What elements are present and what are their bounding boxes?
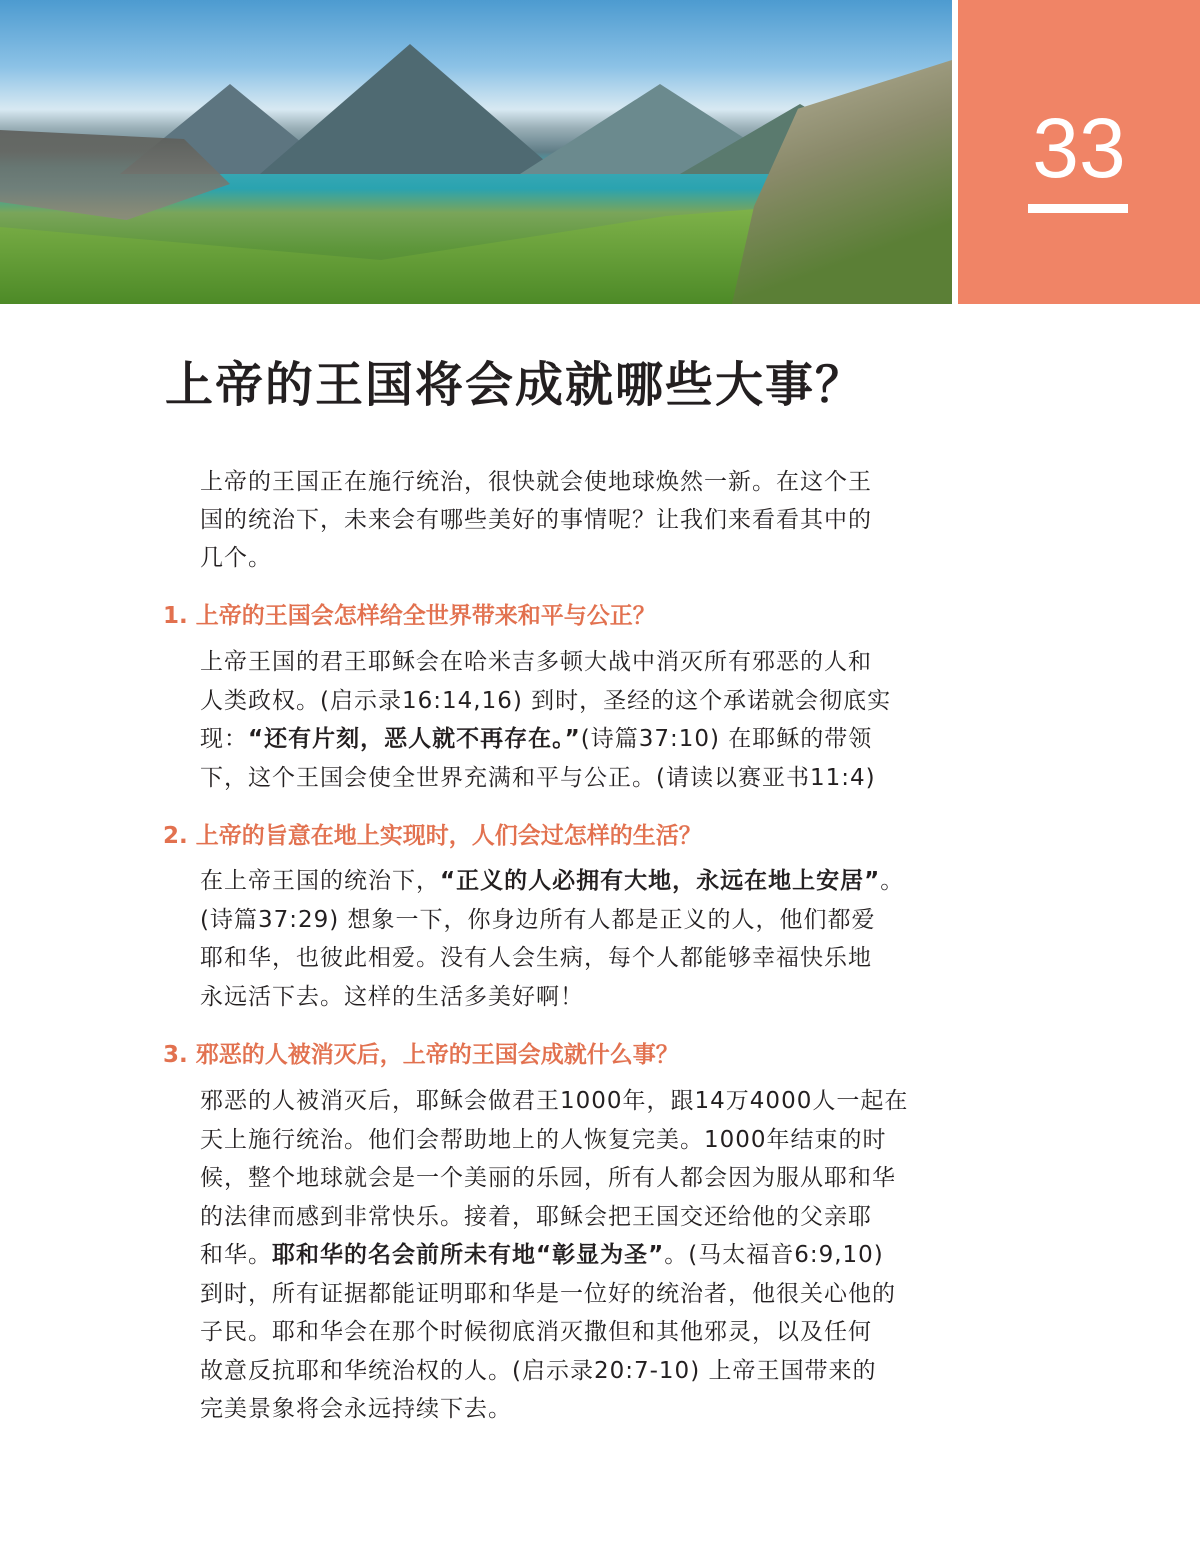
text-segment: 邪恶的人被消灭后，耶稣会做君王1000年，跟14万4000人一起在: [200, 1088, 909, 1114]
text-line: [200, 763, 876, 793]
text-segment: 永远活下去。这样的生活多美好啊！: [200, 983, 584, 1010]
question-heading: 1. 上帝的王国会怎样给全世界带来和平与公正？: [163, 603, 656, 629]
scripture-quote: “还有片刻，恶人就不再存在。”: [248, 726, 581, 752]
text-line: [200, 505, 872, 535]
text-segment: 天上施行统治。他们会帮助地上的人恢复完美。1000年结束的时: [200, 1126, 887, 1153]
text-segment: 完美景象将会永远持续下去。: [200, 1396, 512, 1422]
text-segment: 到时，所有证据都能证明耶和华是一位好的统治者，他很关心他的: [200, 1280, 896, 1307]
text-line: [200, 1356, 876, 1386]
text-line: [200, 1394, 512, 1424]
text-segment: 。(马太福音6:9,10): [664, 1242, 884, 1268]
text-line: [200, 905, 876, 935]
text-line: [200, 1279, 896, 1309]
lesson-number-underline: [1028, 204, 1128, 213]
text-segment: (诗篇37:29) 想象一下，你身边所有人都是正义的人，他们都爱: [200, 906, 876, 933]
text-line: [200, 724, 872, 754]
lesson-number: 33: [1032, 101, 1126, 195]
text-segment: 和华。: [200, 1242, 272, 1268]
text-segment: 候，整个地球就会是一个美丽的乐园，所有人都会因为服从耶和华: [200, 1165, 896, 1191]
text-line: [200, 982, 584, 1012]
text-segment: 下，这个王国会使全世界充满和平与公正。(请读以赛亚书11:4): [200, 764, 876, 791]
text-segment: 耶和华，也彼此相爱。没有人会生病，每个人都能够幸福快乐地: [200, 945, 872, 971]
text-segment: 子民。耶和华会在那个时候彻底消灭撒但和其他邪灵，以及任何: [200, 1319, 872, 1345]
question-heading: 2. 上帝的旨意在地上实现时，人们会过怎样的生活？: [163, 823, 702, 849]
text-line: [200, 1086, 908, 1116]
text-segment: (诗篇37:10) 在耶稣的带领: [580, 726, 873, 752]
text-segment: 。: [880, 868, 905, 894]
text-segment: 人类政权。(启示录16:14,16) 到时，圣经的这个承诺就会彻底实: [200, 687, 892, 714]
text-line: [200, 543, 272, 573]
question-heading: 3. 邪恶的人被消灭后，上帝的王国会成就什么事？: [163, 1042, 679, 1068]
text-segment: 几个。: [200, 545, 272, 571]
mountain: [260, 44, 560, 174]
text-line: [200, 1163, 896, 1193]
paradise-landscape-image: [0, 0, 952, 304]
text-line: [200, 686, 891, 716]
text-line: [200, 866, 904, 896]
text-line: [200, 467, 872, 497]
text-segment: 故意反抗耶和华统治权的人。(启示录20:7-10) 上帝王国带来的: [200, 1357, 877, 1384]
text-segment: 上帝的王国正在施行统治，很快就会使地球焕然一新。在这个王: [200, 469, 872, 495]
text-segment: 国的统治下，未来会有哪些美好的事情呢？让我们来看看其中的: [200, 507, 872, 533]
text-line: [200, 1240, 884, 1270]
scripture-quote: 耶和华的名会前所未有地“彰显为圣”: [272, 1242, 665, 1268]
scripture-quote: “正义的人必拥有大地，永远在地上安居”: [440, 868, 881, 894]
lesson-number-badge: [958, 0, 1200, 304]
page-title: 上帝的王国将会成就哪些大事？: [165, 357, 866, 413]
text-segment: 在上帝王国的统治下，: [200, 868, 440, 894]
text-line: [200, 943, 872, 973]
text-segment: 的法律而感到非常快乐。接着，耶稣会把王国交还给他的父亲耶: [200, 1203, 872, 1230]
text-line: [200, 647, 872, 677]
text-line: [200, 1202, 872, 1232]
text-line: [200, 1317, 872, 1347]
text-line: [200, 1125, 887, 1155]
text-segment: 上帝王国的君王耶稣会在哈米吉多顿大战中消灭所有邪恶的人和: [200, 649, 872, 675]
text-segment: 现：: [200, 726, 248, 752]
